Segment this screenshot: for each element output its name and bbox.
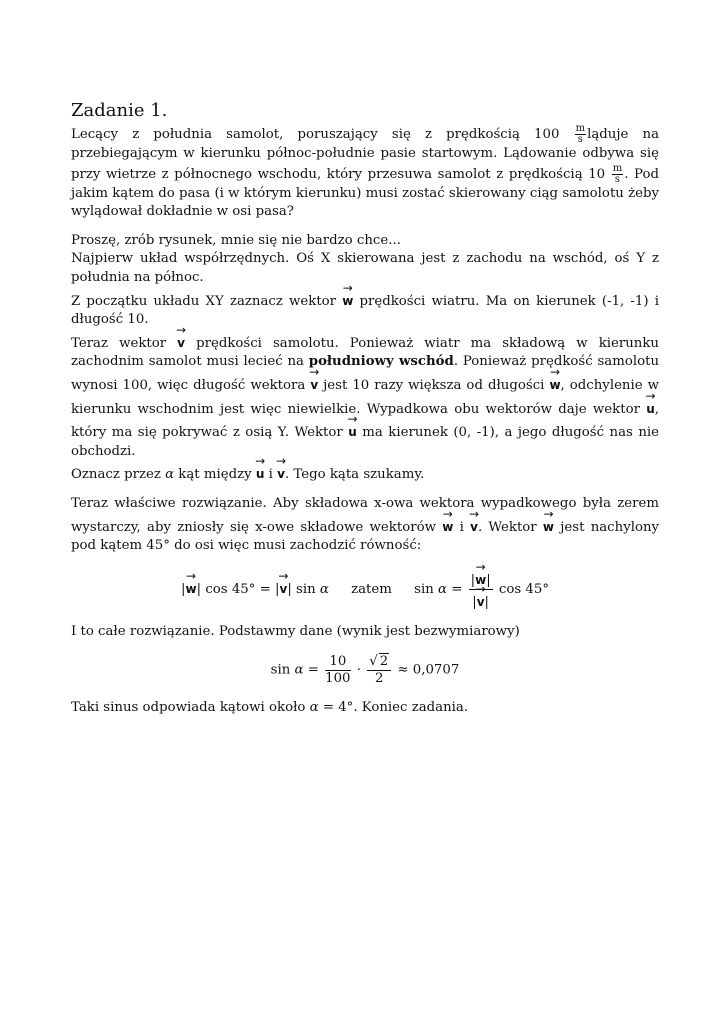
solution-intro: Proszę, zrób rysunek, mnie się nie bardzo chce... Najpierw układ współrzędnych. Oś X skierowana jest z zachodu na wschód, oś Y z południa na północ. Z początku układu XY zaznacz wektor → w prędkości wiatru. Ma on kierunek (-1, -1) i długość 10. Teraz wektor → v prędkości samolotu. Ponieważ wiatr ma składową w kierunku zachodnim samolot musi lecieć na południowy wschód. Ponieważ prędkość samolotu wynosi 100, więc długość wektora → v jest 10 razy większa od długości → w, odchylenie w kierunku wschodnim jest więc niewielkie. Wypadkowa obu wektorów daje wektor → u, który ma się pokrywać z osią Y. Wektor → u ma kierunek (0, -1), a jego długość nas nie obchodzi. Oznacz przez α kąt między → u i → v. Tego kąta szukamy. <box>71 232 659 485</box>
vector-w: → w <box>549 372 560 395</box>
vector-u: → u <box>256 461 265 484</box>
exercise-title: Zadanie 1. <box>71 100 168 121</box>
document-page <box>71 100 659 718</box>
vector-v: → v <box>310 372 318 395</box>
vector-u: → u <box>646 396 655 419</box>
equation-2: sin α = $\frac{10}{100}$ · $\frac{√ 2}{2}$ ≈ 0,0707 <box>270 653 460 687</box>
vector-w: → w <box>543 514 554 537</box>
vector-u: → u <box>348 419 357 442</box>
unit-fraction: $\frac{m}{s}$ <box>612 162 623 185</box>
solution-main: Teraz właściwe rozwiązanie. Aby składowa x-owa wektora wypadkowego była zerem wystarczy, aby zniosły się x-owe składowe wektorów → w i → v. Wektor → w jest nachylony pod kątem 45° do osi więc musi zachodzić równość: <box>71 495 659 556</box>
equation-1: |→ w| cos 45° = |→ v| sin α zatem sin α = $\frac{|\to w|}{|\to v|}$ cos 45° <box>71 568 659 611</box>
substitution-text: I to całe rozwiązanie. Podstawmy dane (wynik jest bezwymiarowy) <box>71 623 520 639</box>
vector-v: → v <box>277 461 285 484</box>
vector-v: → v <box>470 514 478 537</box>
vector-w: → w <box>442 514 453 537</box>
problem-statement: Lecący z południa samolot, poruszający się z prędkością 100 $\frac{m}{s}$ ląduje na przebiegającym w kierunku północ-południe pasie startowym. Lądowanie odbywa się przy wietrze z północnego wschodu, który przesuwa samolot z prędkością 10 $\frac{m}{s}$ . Pod jakim kątem do pasa (i w którym kierunku) musi zostać skierowany ciąg samolotu żeby wylądował dokładnie w osi pasa? <box>71 123 660 220</box>
vector-w: → w <box>342 288 353 311</box>
vector-v: → v <box>177 330 185 353</box>
conclusion: Taki sinus odpowiada kątowi około α = 4°. Koniec zadania. <box>71 700 469 716</box>
unit-fraction: $\frac{m}{s}$ <box>575 123 586 145</box>
ratio-fraction: $\frac{|\to w|}{|\to v|}$ <box>469 568 493 611</box>
